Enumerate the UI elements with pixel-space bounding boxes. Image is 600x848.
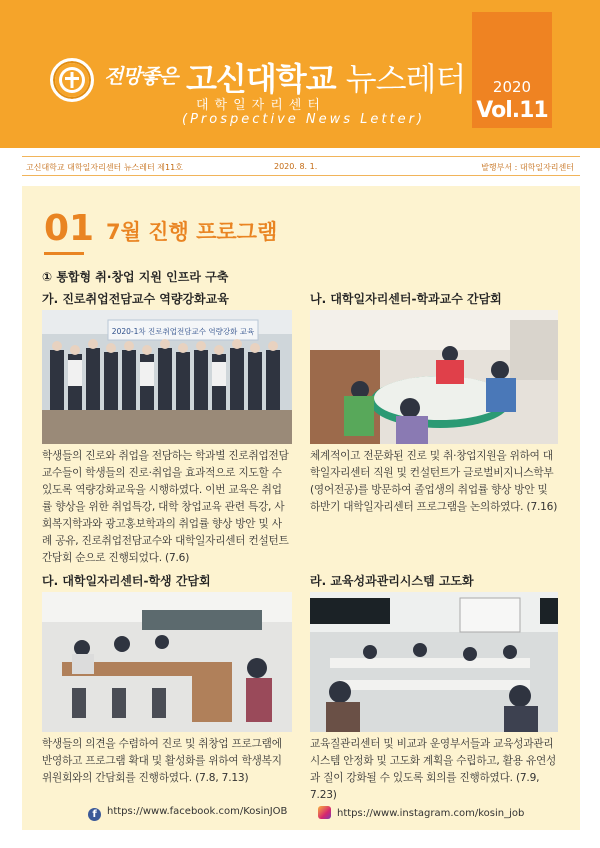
facebook-icon: f [88, 808, 101, 821]
issue-info-bar [22, 156, 580, 176]
english-subtitle: (Prospective News Letter) [182, 112, 426, 127]
item-d-heading: 라. 교육성과관리시스템 고도화 [310, 574, 474, 588]
issue-date: 2020. 8. 1. [274, 162, 318, 171]
item-c-text: 학생들의 의견을 수렴하여 진로 및 취창업 프로그램에 반영하고 프로그램 확대 및 활성화를 위하여 학생복지위원회와의 간담회를 진행하였다. (7.8, 7.13) [42, 738, 282, 784]
instagram-link[interactable] [318, 806, 524, 819]
program-category: ① 통합형 취·창업 지원 인프라 구축 [42, 270, 229, 284]
title-newsletter: 뉴스레터 [345, 60, 466, 98]
instagram-url: https://www.instagram.com/kosin_job [337, 808, 525, 819]
department-subtitle: 대학일자리센터 [196, 98, 326, 113]
facebook-link[interactable] [88, 806, 287, 821]
slogan: 전망좋은 [104, 64, 178, 88]
photo-student-meeting [42, 592, 292, 732]
photo-group-training [42, 310, 292, 444]
item-b-text: 체계적이고 전문화된 진로 및 취·창업지원을 위하여 대학일자리센터 직원 및 컨설턴트가 글로벌비지니스학부(영어전공)를 방문하여 졸업생의 취업률 향상 방안 및 하반기 대학일자리센터 프로그램을 논의하였다. (7.16) [310, 450, 558, 513]
issue-volume: Vol.11 [476, 98, 548, 123]
instagram-icon [318, 806, 331, 819]
issue-number: 고신대학교 대학일자리센터 뉴스레터 제11호 [26, 163, 183, 172]
facebook-url: https://www.facebook.com/KosinJOB [107, 806, 288, 817]
section-number: 01 [44, 208, 95, 249]
newsletter-header [0, 0, 600, 148]
photo-faculty-meeting [310, 310, 558, 444]
item-c-heading: 다. 대학일자리센터-학생 간담회 [42, 574, 211, 588]
item-a-text: 학생들의 진로와 취업을 전담하는 학과별 진로취업전담교수들이 학생들의 진로·취업을 효과적으로 지도할 수 있도록 역량강화교육을 시행하였다. 이번 교육은 취업률 향상을 위한 취업특강, 대학 창업교육 관련 특강, 사회복지학과와 광고홍보학과의 취업률 향상 방안 및 사례 공유, 진로취업전담교수와 대학일자리센터 컨설턴트 간담회 순으로 진행되었다. (7.6) [42, 450, 289, 564]
publisher: 발행부서 : 대학일자리센터 [481, 163, 574, 172]
section-title: 7월 진행 프로그램 [106, 220, 278, 244]
section-underline [44, 252, 84, 255]
university-seal-logo [50, 58, 94, 102]
item-a-heading: 가. 진로취업전담교수 역량강화교육 [42, 292, 229, 306]
training-banner-text: 2020-1차 진로취업전담교수 역량강화 교육 [111, 327, 255, 336]
photo-system-meeting [310, 592, 558, 732]
content-panel [22, 186, 580, 830]
item-b-heading: 나. 대학일자리센터-학과교수 간담회 [310, 292, 502, 306]
volume-box [472, 12, 552, 128]
item-d-text: 교육질관리센터 및 비교과 운영부서들과 교육성과관리시스템 안정화 및 고도화 계획을 수립하고, 활용 유연성과 질이 강화될 수 있도록 회의를 진행하였다. (7.9, 7.23) [310, 738, 557, 801]
issue-year: 2020 [492, 78, 532, 96]
title-university: 고신대학교 [186, 60, 336, 98]
